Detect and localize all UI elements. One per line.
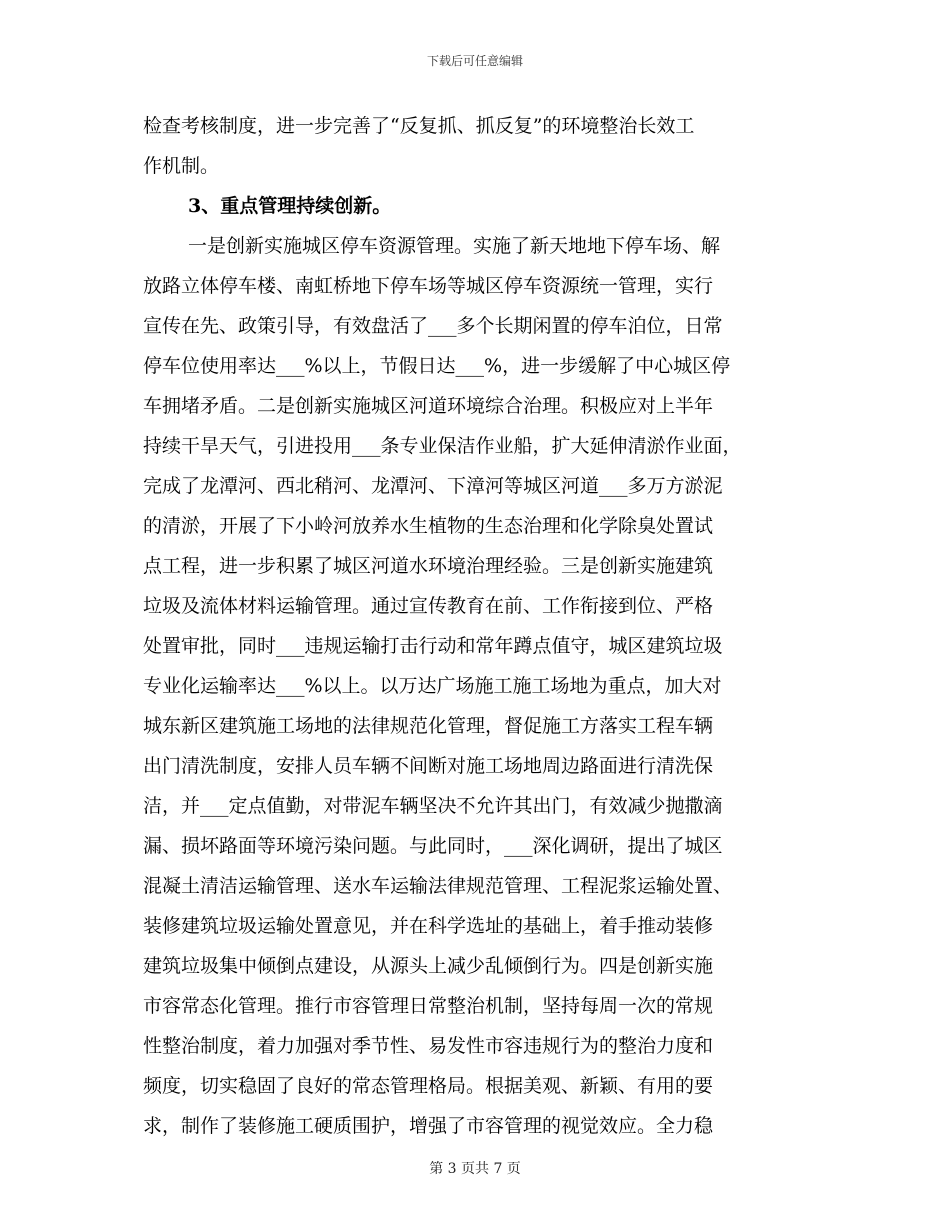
text-line: 的清淤，开展了下小岭河放养水生植物的生态治理和化学除臭处置试 [143, 515, 714, 537]
text-line: 出门清洗制度，安排人员车辆不间断对施工场地周边路面进行清洗保 [143, 755, 714, 777]
text-line: 停车位使用率达___%以上，节假日达___%，进一步缓解了中心城区停 [143, 355, 731, 377]
document-body [143, 106, 813, 1146]
page-footer: 第 3 页共 7 页 [429, 1161, 521, 1177]
text-line: 建筑垃圾集中倾倒点建设，从源头上减少乱倾倒行为。四是创新实施 [143, 955, 714, 977]
text-line: 作机制。 [143, 155, 220, 177]
text-line: 求，制作了装修施工硬质围护，增强了市容管理的视觉效应。全力稳 [143, 1115, 714, 1137]
text-line: 频度，切实稳固了良好的常态管理格局。根据美观、新颖、有用的要 [143, 1075, 714, 1097]
text-line: 混凝土清洁运输管理、送水车运输法律规范管理、工程泥浆运输处置、 [143, 875, 733, 897]
text-line: 放路立体停车楼、南虹桥地下停车场等城区停车资源统一管理，实行 [143, 275, 714, 297]
text-line: 完成了龙潭河、西北稍河、龙潭河、下漳河等城区河道___多万方淤泥 [143, 475, 723, 497]
text-line: 性整治制度，着力加强对季节性、易发性市容违规行为的整治力度和 [143, 1035, 714, 1057]
text-line: 检查考核制度，进一步完善了“反复抓、抓反复”的环境整治长效工 [143, 115, 695, 137]
section-heading: 3、重点管理持续创新。 [188, 195, 392, 217]
text-line: 处置审批，同时___违规运输打击行动和常年蹲点值守，城区建筑垃圾 [143, 635, 723, 657]
text-line: 装修建筑垃圾运输处置意见，并在科学选址的基础上，着手推动装修 [143, 915, 714, 937]
text-line: 市容常态化管理。推行市容管理日常整治机制，坚持每周一次的常规 [143, 995, 714, 1017]
text-line: 车拥堵矛盾。二是创新实施城区河道环境综合治理。积极应对上半年 [143, 395, 714, 417]
text-line: 持续干旱天气，引进投用___条专业保洁作业船，扩大延伸清淤作业面， [143, 435, 742, 457]
text-line: 宣传在先、政策引导，有效盘活了___多个长期闲置的停车泊位，日常 [143, 315, 723, 337]
page-header: 下载后可任意编辑 [426, 54, 523, 68]
text-line: 垃圾及流体材料运输管理。通过宣传教育在前、工作衔接到位、严格 [143, 595, 714, 617]
text-line: 专业化运输率达___%以上。以万达广场施工施工场地为重点，加大对 [143, 675, 722, 697]
text-line: 一是创新实施城区停车资源管理。实施了新天地地下停车场、解 [188, 235, 721, 257]
text-line: 洁，并___定点值勤，对带泥车辆坚决不允许其出门，有效减少抛撒滴 [143, 795, 723, 817]
text-line: 漏、损坏路面等环境污染问题。与此同时，___深化调研，提出了城区 [143, 835, 723, 857]
text-line: 点工程，进一步积累了城区河道水环境治理经验。三是创新实施建筑 [143, 555, 714, 577]
text-line: 城东新区建筑施工场地的法律规范化管理，督促施工方落实工程车辆 [143, 715, 714, 737]
